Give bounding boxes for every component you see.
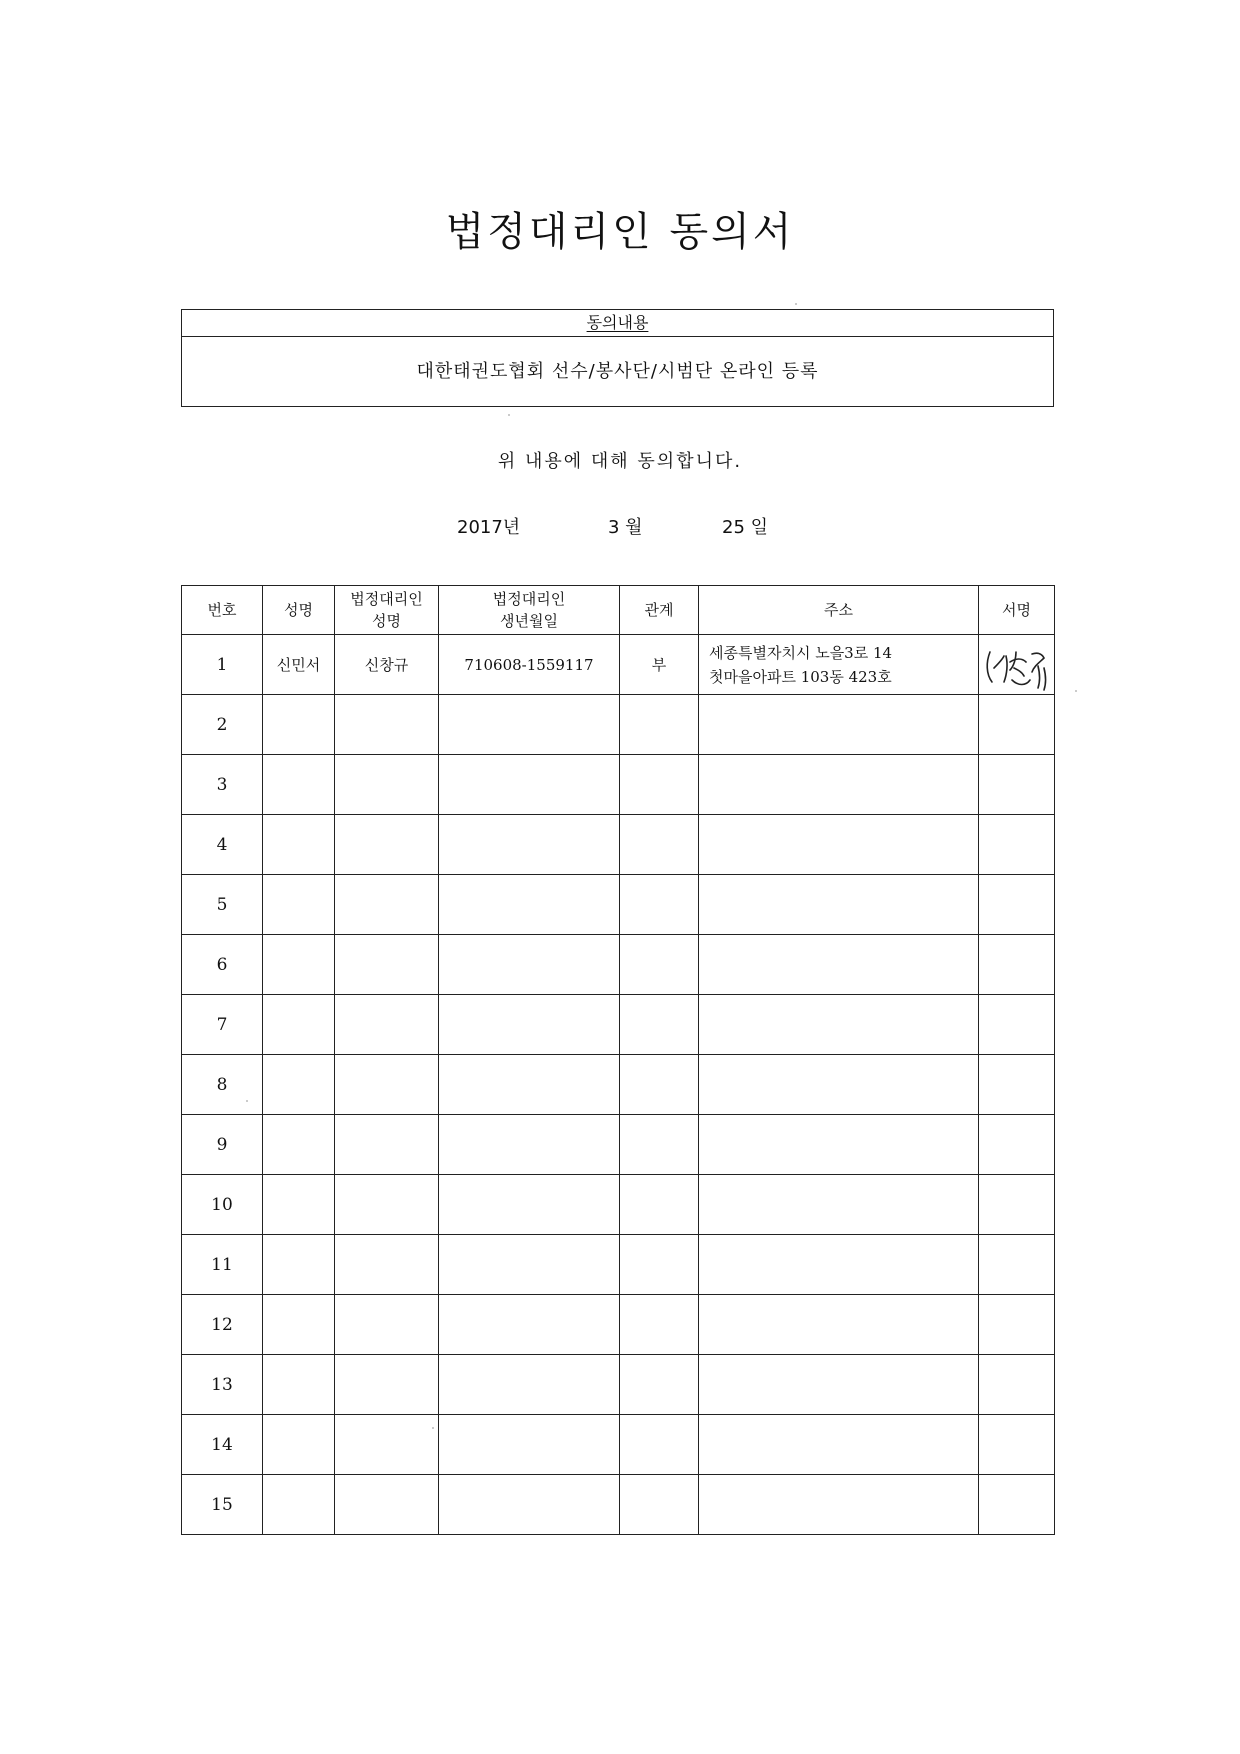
table-row: [182, 995, 1055, 1055]
row-number: 7: [182, 995, 263, 1055]
cell-guardian-birth: [439, 875, 620, 935]
consent-header: [182, 310, 1053, 337]
cell-guardian-name: [335, 1415, 439, 1475]
cell-relation: [620, 1115, 699, 1175]
cell-relation: [620, 815, 699, 875]
cell-guardian-birth: [439, 755, 620, 815]
cell-guardian-name: [335, 695, 439, 755]
cell-address: [699, 1175, 979, 1235]
cell-address: [699, 1415, 979, 1475]
cell-guardian-birth: 710608-1559117: [439, 635, 620, 695]
cell-guardian-name: [335, 1175, 439, 1235]
cell-guardian-birth: [439, 1355, 620, 1415]
cell-guardian-name: [335, 935, 439, 995]
cell-name: [263, 695, 335, 755]
cell-signature: [979, 995, 1055, 1055]
cell-signature: [979, 1175, 1055, 1235]
scan-speck: [795, 303, 797, 305]
cell-address: [699, 635, 979, 695]
cell-address: [699, 755, 979, 815]
cell-guardian-name: [335, 1115, 439, 1175]
cell-relation: [620, 695, 699, 755]
cell-name: [263, 935, 335, 995]
cell-relation: 부: [620, 635, 699, 695]
cell-address: [699, 1235, 979, 1295]
cell-name: [263, 995, 335, 1055]
header-guardian-name-line2: 성명: [372, 612, 401, 630]
cell-relation: [620, 1235, 699, 1295]
cell-signature: [979, 1415, 1055, 1475]
table-row: [182, 695, 1055, 755]
cell-name: [263, 1295, 335, 1355]
table-row: [182, 1295, 1055, 1355]
table-row: [182, 1115, 1055, 1175]
cell-relation: [620, 1175, 699, 1235]
cell-name: [263, 1415, 335, 1475]
cell-name: [263, 875, 335, 935]
cell-address: [699, 1475, 979, 1535]
table-row: [182, 635, 1055, 695]
row-number: 5: [182, 875, 263, 935]
cell-guardian-name: [335, 815, 439, 875]
row-number: 4: [182, 815, 263, 875]
scan-speck: [432, 1427, 434, 1429]
cell-guardian-birth: [439, 1295, 620, 1355]
date-month: 3 월: [608, 517, 643, 538]
cell-address: [699, 1295, 979, 1355]
cell-name: [263, 1475, 335, 1535]
row-number: 6: [182, 935, 263, 995]
cell-relation: [620, 995, 699, 1055]
header-guardian-name-line1: 법정대리인: [350, 590, 423, 608]
header-guardian-birth: [439, 586, 620, 635]
cell-relation: [620, 755, 699, 815]
cell-guardian-name: [335, 1295, 439, 1355]
cell-signature: [979, 875, 1055, 935]
cell-guardian-birth: [439, 1115, 620, 1175]
cell-guardian-name: 신창규: [335, 635, 439, 695]
row-number: 12: [182, 1295, 263, 1355]
table-row: [182, 935, 1055, 995]
cell-guardian-name: [335, 875, 439, 935]
cell-name: [263, 1355, 335, 1415]
cell-signature: [979, 815, 1055, 875]
agreement-statement: 위 내용에 대해 동의합니다.: [497, 451, 743, 472]
cell-relation: [620, 875, 699, 935]
cell-name: [263, 1055, 335, 1115]
cell-relation: [620, 1475, 699, 1535]
cell-guardian-name: [335, 1475, 439, 1535]
cell-guardian-name: [335, 755, 439, 815]
header-relation: 관계: [620, 586, 699, 635]
scan-speck: [1075, 690, 1077, 692]
table-row: [182, 1175, 1055, 1235]
cell-guardian-name: [335, 1235, 439, 1295]
table-body: [182, 635, 1055, 1535]
table-row: [182, 875, 1055, 935]
cell-address: [699, 695, 979, 755]
cell-guardian-birth: [439, 695, 620, 755]
cell-signature: [979, 1055, 1055, 1115]
table-row: [182, 755, 1055, 815]
cell-relation: [620, 935, 699, 995]
cell-guardian-name: [335, 995, 439, 1055]
table-header-row: [182, 586, 1055, 635]
cell-guardian-birth: [439, 1415, 620, 1475]
document-title: 법정대리인 동의서: [445, 209, 795, 255]
cell-signature: [979, 1115, 1055, 1175]
cell-signature: [979, 1475, 1055, 1535]
row-number: 15: [182, 1475, 263, 1535]
cell-address: [699, 875, 979, 935]
cell-signature: [979, 635, 1055, 695]
cell-guardian-birth: [439, 995, 620, 1055]
date-year: 2017년: [457, 517, 521, 538]
cell-guardian-name: [335, 1355, 439, 1415]
guardian-roster-table: [181, 585, 1055, 1535]
cell-name: [263, 1115, 335, 1175]
cell-address: [699, 1115, 979, 1175]
table-row: [182, 815, 1055, 875]
cell-address: [699, 935, 979, 995]
cell-address: [699, 995, 979, 1055]
cell-guardian-birth: [439, 1235, 620, 1295]
cell-name: [263, 1175, 335, 1235]
cell-address: [699, 1355, 979, 1415]
row-number: 11: [182, 1235, 263, 1295]
consent-header-label: 동의내용: [586, 313, 649, 332]
cell-name: [263, 755, 335, 815]
cell-relation: [620, 1355, 699, 1415]
row-number: 9: [182, 1115, 263, 1175]
row-number: 8: [182, 1055, 263, 1115]
cell-signature: [979, 755, 1055, 815]
row-number: 13: [182, 1355, 263, 1415]
address-line: 첫마을아파트 103동 423호: [709, 667, 892, 686]
cell-guardian-birth: [439, 815, 620, 875]
consent-box: [181, 309, 1054, 407]
cell-name: [263, 1235, 335, 1295]
header-signature: 서명: [979, 586, 1055, 635]
cell-signature: [979, 695, 1055, 755]
cell-guardian-birth: [439, 935, 620, 995]
cell-signature: [979, 1295, 1055, 1355]
header-guardian-name: [335, 586, 439, 635]
header-guardian-birth-line1: 법정대리인: [492, 590, 566, 608]
cell-signature: [979, 1235, 1055, 1295]
cell-signature: [979, 935, 1055, 995]
scan-speck: [508, 414, 510, 416]
cell-guardian-birth: [439, 1175, 620, 1235]
row-number: 3: [182, 755, 263, 815]
cell-address: [699, 815, 979, 875]
row-number: 10: [182, 1175, 263, 1235]
cell-relation: [620, 1415, 699, 1475]
cell-guardian-birth: [439, 1475, 620, 1535]
handwritten-signature: [982, 638, 1052, 692]
cell-guardian-name: [335, 1055, 439, 1115]
row-number: 2: [182, 695, 263, 755]
table-row: [182, 1235, 1055, 1295]
cell-name: [263, 815, 335, 875]
table-row: [182, 1415, 1055, 1475]
row-number: 14: [182, 1415, 263, 1475]
table-row: [182, 1055, 1055, 1115]
cell-address: [699, 1055, 979, 1115]
cell-signature: [979, 1355, 1055, 1415]
cell-name: 신민서: [263, 635, 335, 695]
scan-speck: [246, 1100, 248, 1102]
header-address: 주소: [699, 586, 979, 635]
header-name: 성명: [263, 586, 335, 635]
table-row: [182, 1475, 1055, 1535]
consent-content: 대한태권도협회 선수/봉사단/시범단 온라인 등록: [416, 361, 819, 382]
cell-relation: [620, 1055, 699, 1115]
cell-guardian-birth: [439, 1055, 620, 1115]
table-row: [182, 1355, 1055, 1415]
address-line: 세종특별자치시 노을3로 14: [709, 643, 893, 662]
header-guardian-birth-line2: 생년월일: [500, 612, 558, 630]
cell-relation: [620, 1295, 699, 1355]
date-day: 25 일: [722, 517, 769, 538]
header-no: 번호: [182, 586, 263, 635]
row-number: 1: [182, 635, 263, 695]
